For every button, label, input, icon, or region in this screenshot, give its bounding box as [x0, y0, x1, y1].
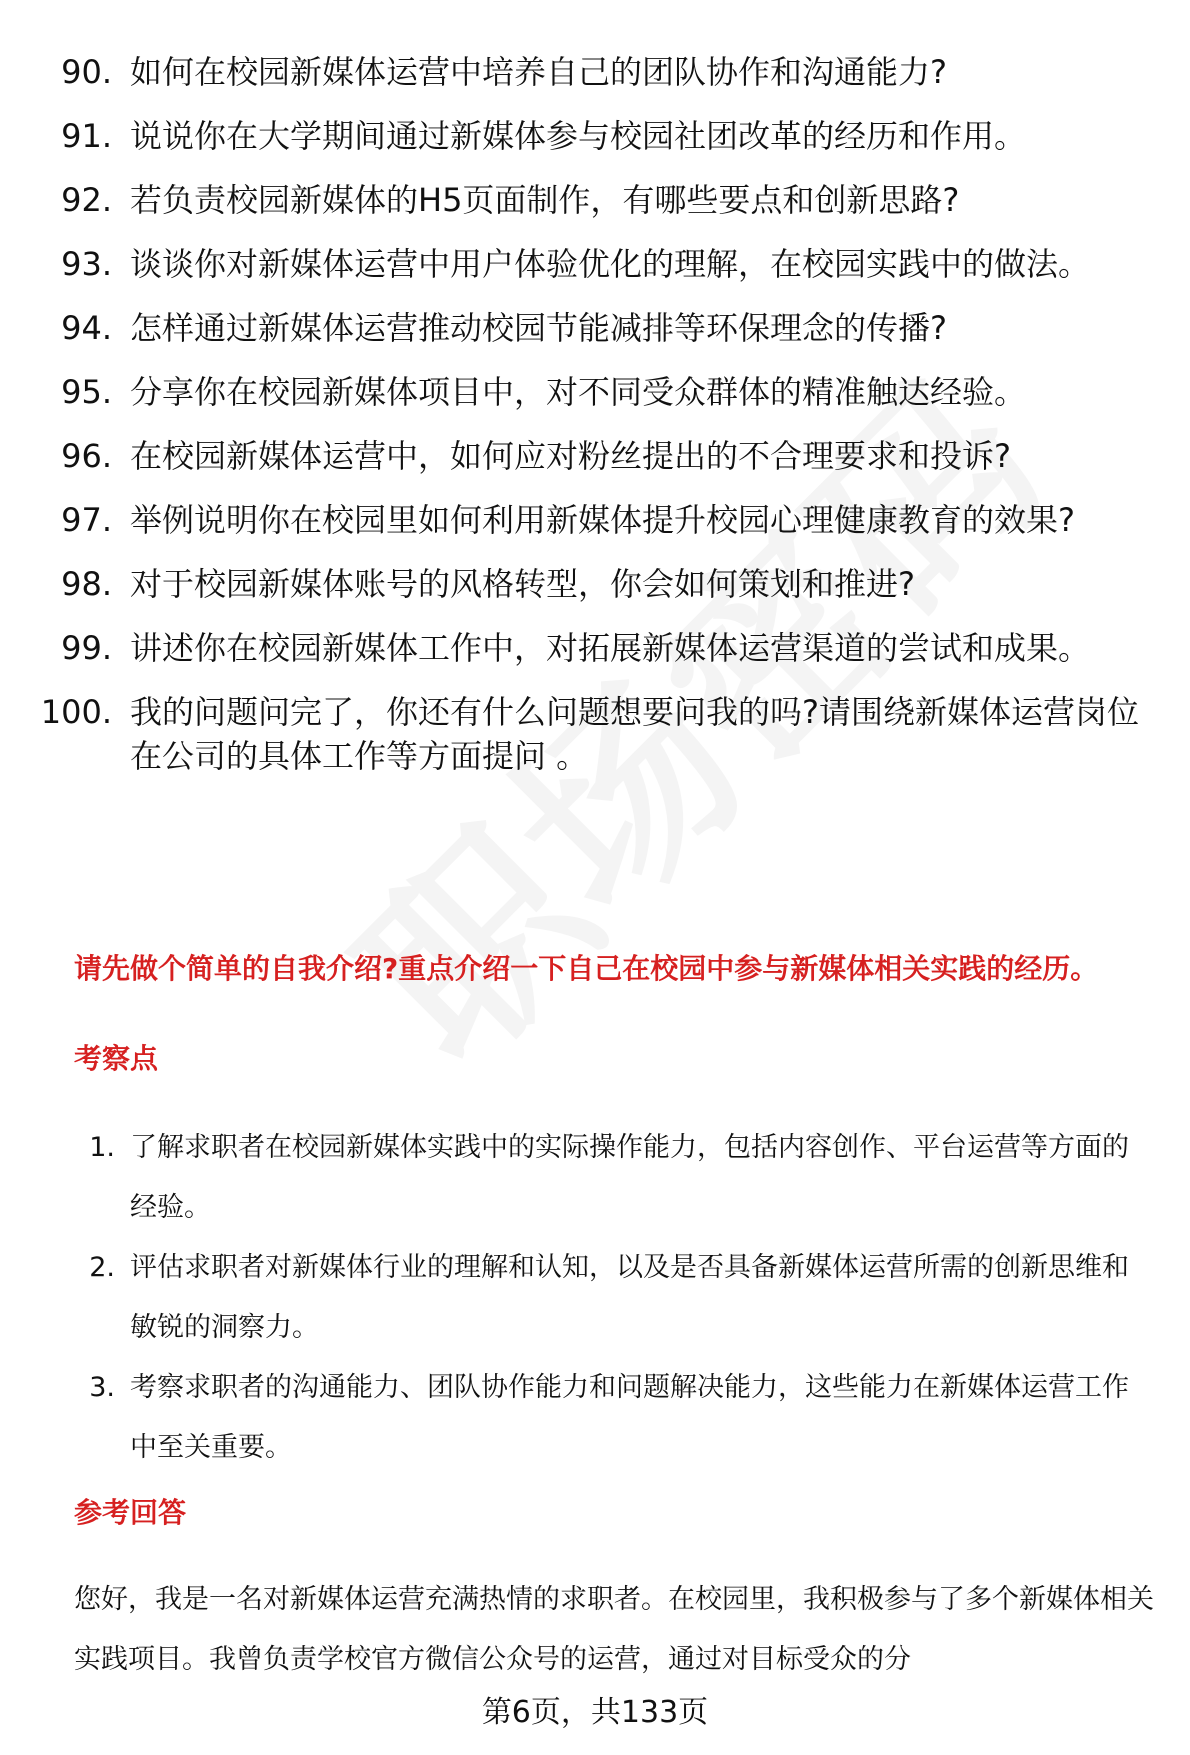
reference-answer: 您好，我是一名对新媒体运营充满热情的求职者。在校园里，我积极参与了多个新媒体相关实践项目。我曾负责学校官方微信公众号的运营，通过对目标受众的分 — [74, 1584, 1154, 1675]
assessment-points-list — [0, 1118, 1190, 1478]
question-text: 讲述你在校园新媒体工作中，对拓展新媒体运营渠道的尝试和成果。 — [130, 629, 1091, 667]
question-item — [0, 626, 1190, 670]
question-item — [0, 178, 1190, 222]
question-item — [0, 562, 1190, 606]
question-number: 90. — [61, 53, 112, 91]
point-text: 考察求职者的沟通能力、团队协作能力和问题解决能力，这些能力在新媒体运营工作中至关重要。 — [130, 1372, 1129, 1463]
question-item — [0, 114, 1190, 158]
points-label: 考察点 — [74, 1042, 159, 1075]
question-text: 说说你在大学期间通过新媒体参与校园社团改革的经历和作用。 — [130, 117, 1027, 155]
question-text: 举例说明你在校园里如何利用新媒体提升校园心理健康教育的效果? — [130, 501, 1075, 539]
page-footer: 第6页，共133页 — [481, 1695, 709, 1730]
question-item — [0, 306, 1190, 350]
question-item — [0, 498, 1190, 542]
question-item — [0, 690, 1190, 778]
question-number: 92. — [61, 181, 112, 219]
question-number: 99. — [61, 629, 112, 667]
point-text: 了解求职者在校园新媒体实践中的实际操作能力，包括内容创作、平台运营等方面的经验。 — [130, 1132, 1129, 1223]
question-item — [0, 434, 1190, 478]
question-number: 97. — [61, 501, 112, 539]
question-number: 95. — [61, 373, 112, 411]
question-number: 93. — [61, 245, 112, 283]
point-number: 2. — [89, 1252, 115, 1283]
question-text: 谈谈你对新媒体运营中用户体验优化的理解，在校园实践中的做法。 — [130, 245, 1091, 283]
question-text: 在校园新媒体运营中，如何应对粉丝提出的不合理要求和投诉? — [130, 437, 1011, 475]
assessment-point — [0, 1118, 1190, 1238]
point-text: 评估求职者对新媒体行业的理解和认知，以及是否具备新媒体运营所需的创新思维和敏锐的洞察力。 — [130, 1252, 1129, 1343]
assessment-point — [0, 1358, 1190, 1478]
point-number: 3. — [89, 1372, 115, 1403]
section-question: 请先做个简单的自我介绍?重点介绍一下自己在校园中参与新媒体相关实践的经历。 — [74, 952, 1099, 985]
question-text: 若负责校园新媒体的H5页面制作，有哪些要点和创新思路? — [130, 181, 960, 219]
question-number: 94. — [61, 309, 112, 347]
question-number: 100. — [40, 693, 112, 731]
question-text: 对于校园新媒体账号的风格转型，你会如何策划和推进? — [130, 565, 915, 603]
question-number: 96. — [61, 437, 112, 475]
question-text: 如何在校园新媒体运营中培养自己的团队协作和沟通能力? — [130, 53, 947, 91]
question-item — [0, 370, 1190, 414]
question-number: 91. — [61, 117, 112, 155]
question-text: 我的问题问完了，你还有什么问题想要问我的吗?请围绕新媒体运营岗位在公司的具体工作等方面提问 。 — [130, 693, 1139, 775]
answer-label: 参考回答 — [74, 1496, 187, 1529]
assessment-point — [0, 1238, 1190, 1358]
question-text: 分享你在校园新媒体项目中，对不同受众群体的精准触达经验。 — [130, 373, 1027, 411]
question-item — [0, 50, 1190, 94]
point-number: 1. — [89, 1132, 115, 1163]
question-number: 98. — [61, 565, 112, 603]
question-list — [0, 50, 1190, 798]
question-text: 怎样通过新媒体运营推动校园节能减排等环保理念的传播? — [130, 309, 947, 347]
question-item — [0, 242, 1190, 286]
